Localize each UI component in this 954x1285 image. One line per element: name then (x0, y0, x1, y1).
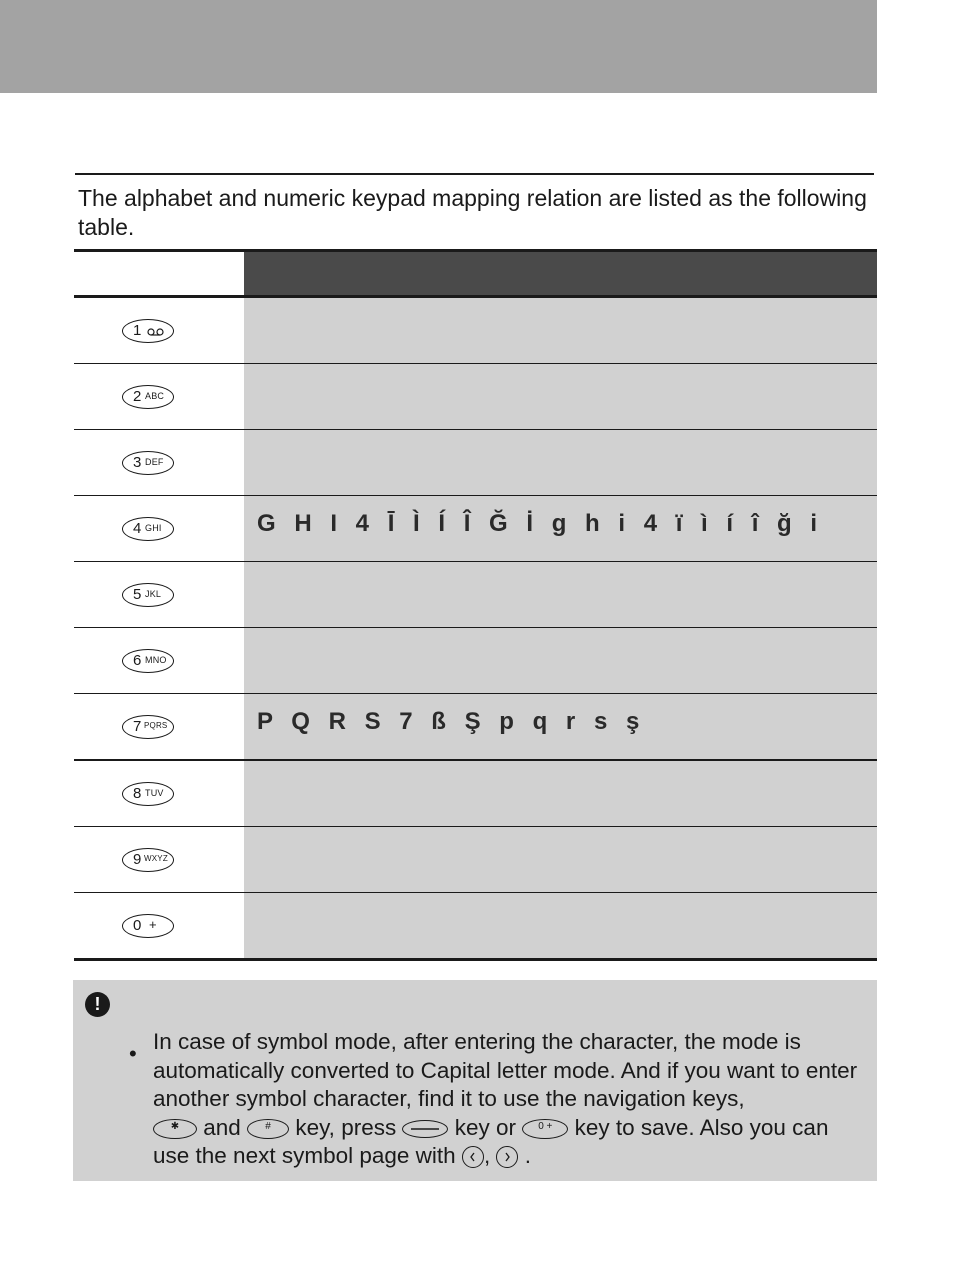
table-row (74, 628, 877, 694)
header-band (0, 0, 877, 93)
voicemail-icon (147, 327, 165, 337)
table-row (74, 761, 877, 827)
key-0-icon: 0 + (122, 914, 174, 938)
row-characters: P Q R S 7 ß Ş p q r s ş (257, 708, 646, 735)
table-row (74, 364, 877, 430)
table-row (74, 496, 877, 562)
table-header (74, 249, 877, 298)
key-6-icon: 6 MNO (122, 649, 174, 673)
key-9-icon: 9 WXYZ (122, 848, 174, 872)
intro-text: The alphabet and numeric keypad mapping relation are listed as the following table. (78, 185, 867, 240)
left-nav-key-icon (462, 1146, 484, 1168)
key-2-icon: 2 ABC (122, 385, 174, 409)
zero-key-icon: 0 + (522, 1119, 568, 1139)
key-8-icon: 8 TUV (122, 782, 174, 806)
keypad-mapping-table (74, 249, 877, 961)
key-7-icon: 7 PQRS (122, 715, 174, 739)
table-row (74, 827, 877, 893)
table-header-characters (244, 252, 877, 295)
hash-key-icon: # (247, 1119, 289, 1139)
table-row (74, 562, 877, 628)
note-text: In case of symbol mode, after entering the character, the mode is automatically converted to Capital letter mode. And if you want to enter another symbol character, find it to use the navigation keys, ✱ and # key, press key or 0 + key to save. Also you can use the next symbol page with , . (153, 1029, 858, 1168)
key-4-icon: 4 GHI (122, 517, 174, 541)
bullet: • (129, 1041, 137, 1066)
right-nav-key-icon (496, 1146, 518, 1168)
row-characters: G H I 4 Ī Ì Í Î Ğ İ g h i 4 ï ì í î ğ i (257, 510, 824, 537)
table-row (74, 893, 877, 961)
key-5-icon: 5 JKL (122, 583, 174, 607)
key-1-icon: 1 (122, 319, 174, 343)
table-row (74, 298, 877, 364)
table-row (74, 694, 877, 761)
table-row (74, 430, 877, 496)
star-key-icon: ✱ (153, 1119, 197, 1139)
note-box (73, 980, 877, 1181)
exclamation-icon: ! (85, 992, 110, 1017)
soft-key-icon (402, 1120, 448, 1138)
section-rule (75, 173, 874, 175)
key-3-icon: 3 DEF (122, 451, 174, 475)
